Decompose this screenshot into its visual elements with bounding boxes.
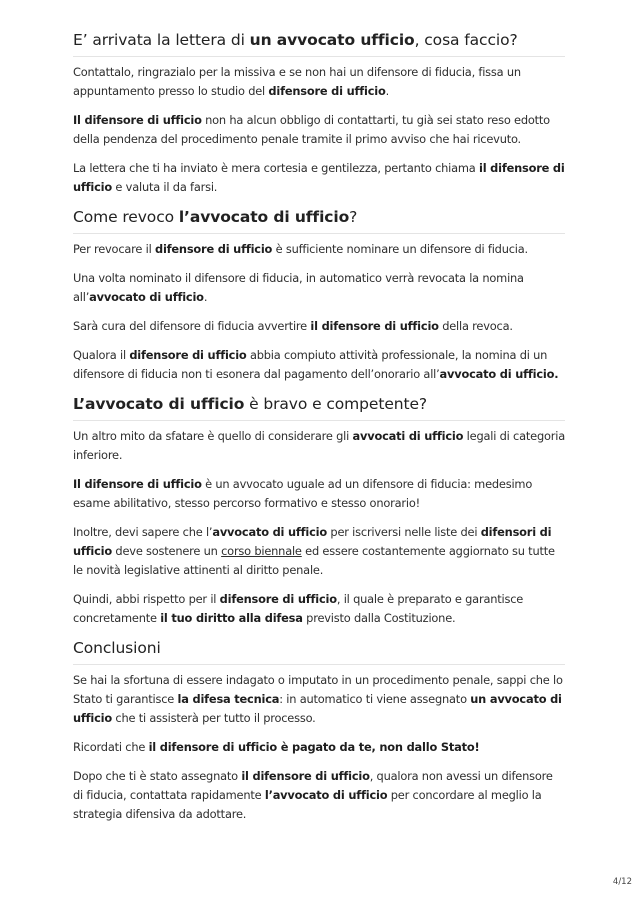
- text-run: deve sostenere un: [112, 544, 222, 558]
- paragraph: [73, 523, 565, 580]
- heading-text: ?: [349, 208, 358, 226]
- heading-text: Come revoco: [73, 208, 179, 226]
- text-run: previsto dalla Costituzione.: [302, 611, 456, 625]
- bold-run: difensore di ufficio: [154, 242, 273, 256]
- text-run: .: [385, 84, 390, 98]
- paragraph: [73, 63, 565, 101]
- text-run: Per revocare il: [73, 242, 155, 256]
- paragraph: [73, 240, 565, 259]
- bold-run: un avvocato di ufficio: [73, 692, 562, 725]
- bold-run: il difensore di ufficio: [310, 319, 439, 333]
- bold-run: avvocato di ufficio: [212, 525, 328, 539]
- document-page: [73, 30, 565, 834]
- section-heading: [73, 207, 565, 234]
- text-run: Ricordati che: [73, 740, 149, 754]
- heading-text: Conclusioni: [73, 639, 161, 657]
- bold-run: avvocato di ufficio: [89, 290, 204, 304]
- bold-run: il difensore di ufficio è pagato da te, non dallo Stato!: [148, 740, 480, 754]
- paragraph: [73, 671, 565, 728]
- text-run: .: [203, 290, 208, 304]
- text-run: Dopo che ti è stato assegnato: [73, 769, 242, 783]
- text-run: è sufficiente nominare un difensore di fiducia.: [272, 242, 528, 256]
- text-run: , qualora non avessi un difensore di fiducia, contattata rapidamente: [73, 769, 553, 802]
- text-run: della revoca.: [438, 319, 513, 333]
- heading-bold: l’avvocato di ufficio: [178, 208, 350, 226]
- bold-run: l’avvocato di ufficio: [264, 788, 388, 802]
- bold-run: Il difensore di ufficio: [73, 113, 202, 127]
- text-run: per iscriversi nelle liste dei: [327, 525, 481, 539]
- paragraph: [73, 269, 565, 307]
- text-run: e valuta il da farsi.: [112, 180, 218, 194]
- bold-run: avvocato di ufficio.: [439, 367, 559, 381]
- heading-text: , cosa faccio?: [414, 31, 518, 49]
- bold-run: avvocati di ufficio: [352, 429, 464, 443]
- text-run: che ti assisterà per tutto il processo.: [112, 711, 316, 725]
- heading-text: E’ arrivata la lettera di: [73, 31, 250, 49]
- text-run: Inoltre, devi sapere che l’: [73, 525, 213, 539]
- section-competenza: [73, 394, 565, 628]
- text-run: Se hai la sfortuna di essere indagato o imputato in un procedimento penale, sappi che lo Stato ti garantisce: [73, 673, 563, 706]
- section-lettera: [73, 30, 565, 197]
- bold-run: il tuo diritto alla difesa: [160, 611, 303, 625]
- section-heading: [73, 30, 565, 57]
- paragraph: [73, 346, 565, 384]
- heading-text: è bravo e competente?: [244, 395, 428, 413]
- paragraph: [73, 767, 565, 824]
- section-revoca: [73, 207, 565, 384]
- bold-run: difensori di ufficio: [73, 525, 552, 558]
- paragraph: [73, 317, 565, 336]
- text-run: non ha alcun obbligo di contattarti, tu già sei stato reso edotto della pendenza del procedimento penale tramite il primo avviso che hai ricevuto.: [73, 113, 550, 146]
- corso-biennale-link[interactable]: corso biennale: [221, 544, 302, 558]
- bold-run: il difensore di ufficio: [241, 769, 370, 783]
- text-run: è un avvocato uguale ad un difensore di fiducia: medesimo esame abilitativo, stesso percorso formativo e stesso onorario!: [73, 477, 533, 510]
- heading-bold: un avvocato ufficio: [249, 31, 415, 49]
- text-run: , il quale è preparato e garantisce concretamente: [73, 592, 524, 625]
- paragraph: [73, 159, 565, 197]
- text-run: Quindi, abbi rispetto per il: [73, 592, 220, 606]
- text-run: legali di categoria inferiore.: [73, 429, 565, 462]
- bold-run: difensore di ufficio: [268, 84, 386, 98]
- text-run: Una volta nominato il difensore di fiducia, in automatico verrà revocata la nomina all’: [73, 271, 524, 304]
- text-run: per concordare al meglio la strategia difensiva da adottare.: [73, 788, 542, 821]
- text-run: Un altro mito da sfatare è quello di considerare gli: [73, 429, 353, 443]
- bold-run: Il difensore di ufficio: [73, 477, 202, 491]
- paragraph: [73, 427, 565, 465]
- paragraph: [73, 738, 565, 757]
- text-run: ed essere costantemente aggiornato su tutte le novità legislative attinenti al diritto penale.: [73, 544, 555, 577]
- bold-run: difensore di ufficio: [129, 348, 247, 362]
- text-run: Qualora il: [73, 348, 130, 362]
- section-conclusioni: [73, 638, 565, 824]
- text-run: : in automatico ti viene assegnato: [279, 692, 471, 706]
- paragraph: [73, 111, 565, 149]
- text-run: Sarà cura del difensore di fiducia avvertire: [73, 319, 311, 333]
- paragraph: [73, 590, 565, 628]
- bold-run: il difensore di ufficio: [73, 161, 565, 194]
- bold-run: la difesa tecnica: [177, 692, 280, 706]
- bold-run: difensore di ufficio: [219, 592, 337, 606]
- text-run: La lettera che ti ha inviato è mera cortesia e gentilezza, pertanto chiama: [73, 161, 479, 175]
- section-heading: [73, 394, 565, 421]
- paragraph: [73, 475, 565, 513]
- heading-bold: L’avvocato di ufficio: [73, 395, 245, 413]
- text-run: abbia compiuto attività professionale, la nomina di un difensore di fiducia non ti esonera dal pagamento dell’onorario all’: [73, 348, 548, 381]
- text-run: Contattalo, ringrazialo per la missiva e se non hai un difensore di fiducia, fissa un appuntamento presso lo studio del: [73, 65, 521, 98]
- section-heading: [73, 638, 565, 665]
- page-number: 4/12: [612, 877, 632, 887]
